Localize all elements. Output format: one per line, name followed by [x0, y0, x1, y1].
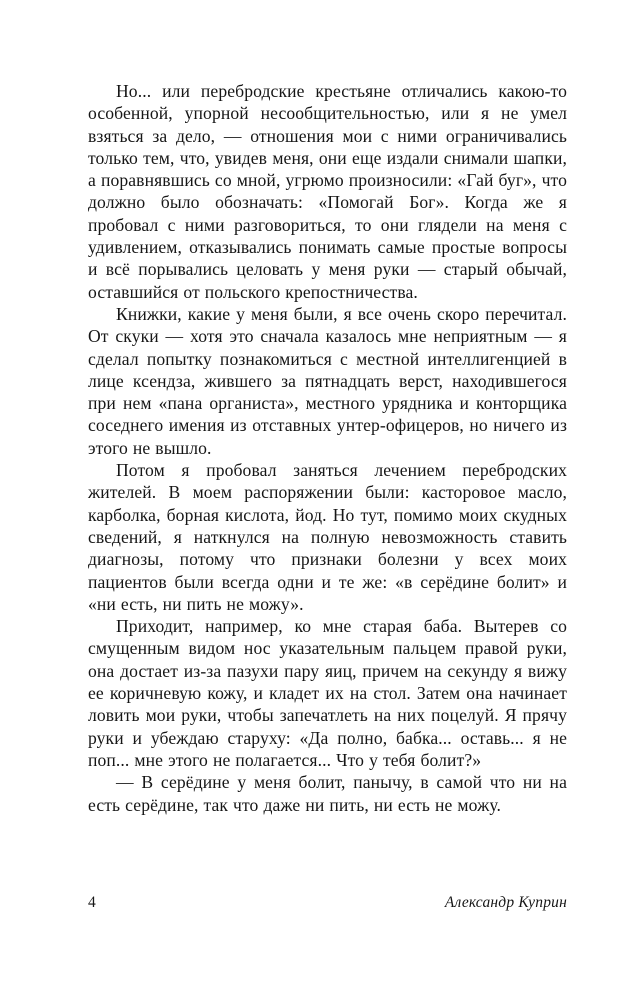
page-number: 4: [88, 894, 96, 911]
page-footer: [88, 894, 567, 912]
paragraph: Но... или перебродские крестьяне отличались какою-то особенной, упорной несообщительностью, или я не умел взяться за дело, — отношения мои с ними ограничивались только тем, что, увидев меня, они еще издали снимали шапки, а поравнявшись со мной, угрюмо произносили: «Гай буг», что должно было обозначать: «Помогай Бог». Когда же я пробовал с ними разговориться, то они глядели на меня с удивлением, отказывались понимать самые простые вопросы и всё порывались целовать у меня руки — старый обычай, оставшийся от польского крепостничества.: [88, 81, 567, 302]
paragraph: Приходит, например, ко мне старая баба. Вытерев со смущенным видом нос указательным пальцем правой руки, она достает из-за пазухи пару яиц, причем на секунду я вижу ее коричневую кожу, и кладет их на стол. Затем она начинает ловить мои руки, чтобы запечатлеть на них поцелуй. Я прячу руки и убеждаю старуху: «Да полно, бабка... оставь... я не поп... мне этого не полагается... Что у тебя болит?»: [88, 616, 567, 770]
author-name: Александр Куприн: [444, 894, 567, 911]
paragraph: Потом я пробовал заняться лечением перебродских жителей. В моем распоряжении были: касторовое масло, карболка, борная кислота, йод. Но тут, помимо моих скудных сведений, я наткнулся на полную невозможность ставить диагнозы, потому что признаки болезни у всех моих пациентов были всегда одни и те же: «в серёдине болит» и «ни есть, ни пить не можу».: [88, 460, 567, 614]
paragraph: — В серёдине у меня болит, панычу, в самой что ни на есть серёдине, так что даже ни пить, ни есть не можу.: [88, 772, 567, 815]
page-text-block: [88, 80, 567, 816]
paragraph: Книжки, какие у меня были, я все очень скоро перечитал. От скуки — хотя это сначала казалось мне неприятным — я сделал попытку познакомиться с местной интеллигенцией в лице ксендза, жившего за пятнадцать верст, находившегося при нем «пана органиста», местного урядника и конторщика соседнего имения из отставных унтер-офицеров, но ничего из этого не вышло.: [88, 303, 567, 458]
